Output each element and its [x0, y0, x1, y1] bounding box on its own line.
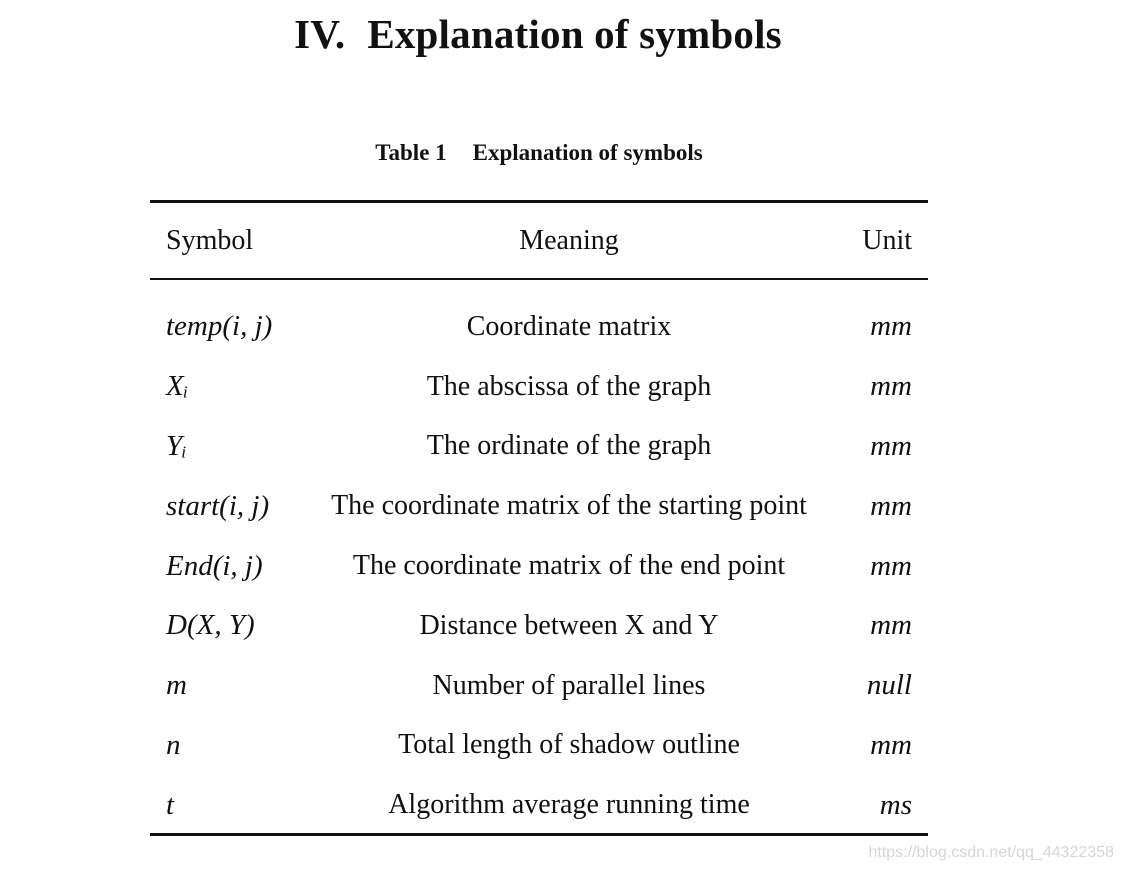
row-meaning: Number of parallel lines: [432, 669, 706, 701]
table-row: [150, 716, 928, 776]
row-symbol: n: [166, 728, 181, 761]
table-row: [150, 536, 928, 596]
row-symbol: m: [166, 669, 187, 702]
table-caption-label: Table 1: [375, 140, 447, 165]
row-symbol: Xᵢ: [166, 370, 189, 403]
table-row: [150, 596, 928, 656]
row-meaning: Distance between X and Y: [419, 609, 719, 641]
row-unit: mm: [870, 370, 912, 403]
header-unit: Unit: [862, 225, 912, 256]
table-row: [150, 417, 928, 477]
table-row: [150, 476, 928, 536]
row-meaning: Algorithm average running time: [388, 789, 750, 821]
symbols-table: [150, 203, 928, 835]
row-meaning: Coordinate matrix: [466, 310, 672, 342]
row-symbol: temp(i, j): [166, 310, 273, 343]
table-header-row: [150, 203, 928, 279]
table-row: [150, 357, 928, 417]
row-meaning: The coordinate matrix of the end point: [352, 550, 786, 582]
section-heading: [0, 10, 1076, 58]
table-row: [150, 656, 928, 716]
row-symbol: D(X, Y): [166, 609, 255, 642]
row-unit: mm: [870, 429, 912, 462]
section-title: Explanation of symbols: [367, 11, 782, 57]
row-meaning: The coordinate matrix of the starting point: [331, 490, 807, 522]
row-meaning: The ordinate of the graph: [426, 430, 712, 462]
row-unit: mm: [870, 310, 912, 343]
row-symbol: t: [166, 788, 175, 821]
header-symbol: Symbol: [166, 225, 254, 256]
table-caption: [150, 140, 928, 166]
row-symbol: start(i, j): [166, 489, 270, 522]
row-unit: ms: [879, 788, 912, 821]
table-row: [150, 775, 928, 835]
watermark: https://blog.csdn.net/qq_44322358: [868, 844, 1114, 861]
header-meaning: Meaning: [519, 225, 619, 256]
row-unit: mm: [870, 609, 912, 642]
row-unit: mm: [870, 489, 912, 522]
row-symbol: End(i, j): [166, 549, 263, 582]
section-number: IV.: [294, 11, 346, 57]
row-meaning: Total length of shadow outline: [398, 729, 740, 761]
table-row: [150, 279, 928, 357]
row-symbol: Yᵢ: [166, 429, 187, 462]
row-unit: mm: [870, 728, 912, 761]
row-meaning: The abscissa of the graph: [426, 370, 712, 402]
table-caption-title: Explanation of symbols: [472, 140, 703, 165]
row-unit: null: [866, 669, 912, 702]
row-unit: mm: [870, 549, 912, 582]
